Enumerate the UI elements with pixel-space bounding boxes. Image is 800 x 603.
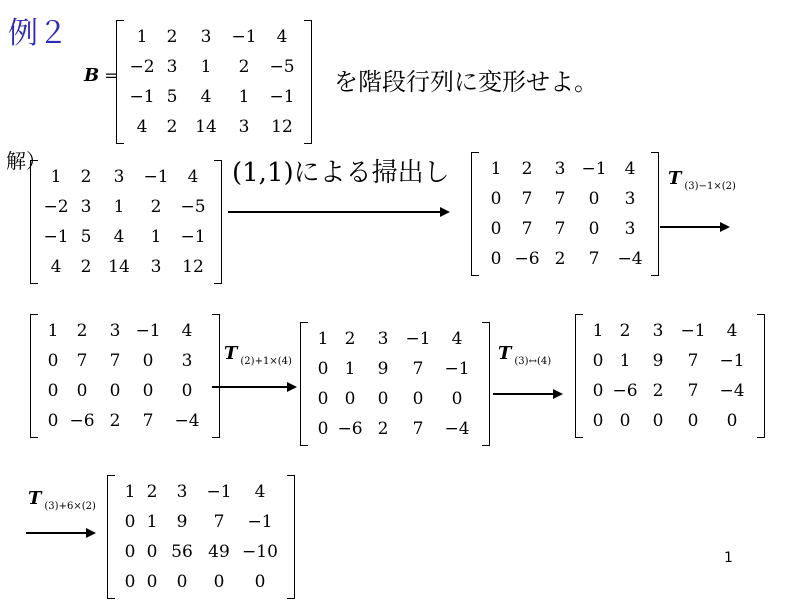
matrix-cell: 0 (317, 419, 329, 439)
matrix-step5 (107, 475, 295, 603)
matrix-cell: 4 (113, 227, 125, 247)
arrow-step1 (228, 205, 450, 219)
matrix-cell: 3 (200, 27, 212, 47)
matrix-cell: 7 (554, 189, 566, 209)
arrow-step3 (212, 380, 297, 394)
matrix-bracket-left (471, 152, 479, 276)
matrix-bracket-right (287, 475, 295, 599)
equals-sign: = (104, 66, 118, 85)
matrix-cell: −6 (612, 381, 638, 401)
matrix-cell: 0 (176, 572, 188, 592)
matrix-bracket-left (30, 160, 38, 284)
matrix-cell: 4 (451, 329, 463, 349)
matrix-cell: 0 (687, 411, 699, 431)
matrix-cell: −1 (247, 512, 273, 532)
matrix-cell: −5 (180, 197, 206, 217)
matrix-cell: −1 (680, 321, 706, 341)
matrix-cell: 49 (208, 542, 230, 562)
matrix-cell: 3 (109, 321, 121, 341)
matrix-cell: 1 (344, 359, 356, 379)
matrix-bracket-left (30, 314, 38, 438)
matrix-cell: 0 (490, 189, 502, 209)
matrix-cell: −4 (719, 381, 745, 401)
matrix-cell: 3 (181, 351, 193, 371)
matrix-cell: 0 (109, 381, 121, 401)
instruction-text: を階段行列に変形せよ。 (334, 68, 598, 96)
matrix-cell: 7 (521, 219, 533, 239)
matrix-cell: 0 (47, 381, 59, 401)
matrix-step1 (471, 152, 659, 280)
matrix-cell: 7 (588, 249, 600, 269)
matrix-cell: −1 (180, 227, 206, 247)
matrix-cell: 1 (124, 482, 136, 502)
matrix-cell: 12 (271, 117, 293, 137)
matrix-cell: 12 (182, 257, 204, 277)
matrix-cell: −1 (129, 87, 155, 107)
matrix-cell: 0 (592, 381, 604, 401)
matrix-cell: 1 (592, 321, 604, 341)
matrix-cell: −4 (174, 411, 200, 431)
matrix-cell: 7 (213, 512, 225, 532)
matrix-cell: 4 (50, 257, 62, 277)
matrix-cell: −5 (269, 57, 295, 77)
matrix-cell: −1 (135, 321, 161, 341)
matrix-cell: 2 (521, 159, 533, 179)
page-number: 1 (724, 550, 733, 566)
matrix-cell: 3 (624, 219, 636, 239)
matrix-cell: −1 (581, 159, 607, 179)
matrix-cell: 0 (726, 411, 738, 431)
matrix-cell: 2 (150, 197, 162, 217)
matrix-cell: 7 (521, 189, 533, 209)
matrix-b-label: B (84, 65, 100, 86)
matrix-bracket-left (116, 20, 124, 144)
matrix-cell: 2 (554, 249, 566, 269)
matrix-cell: 1 (146, 512, 158, 532)
matrix-cell: 2 (344, 329, 356, 349)
matrix-cell: −6 (514, 249, 540, 269)
matrix-cell: 4 (726, 321, 738, 341)
matrix-cell: 7 (687, 381, 699, 401)
matrix-cell: −2 (129, 57, 155, 77)
matrix-cell: 9 (377, 359, 389, 379)
matrix-bracket-right (304, 20, 312, 144)
matrix-bracket-right (214, 160, 222, 284)
matrix-cell: 0 (146, 542, 158, 562)
matrix-cell: 7 (142, 411, 154, 431)
matrix-cell: 5 (80, 227, 92, 247)
matrix-cell: 4 (200, 87, 212, 107)
matrix-cell: 0 (142, 351, 154, 371)
matrix-cell: 7 (554, 219, 566, 239)
matrix-cell: −4 (444, 419, 470, 439)
matrix-bracket-left (575, 314, 583, 438)
matrix-cell: −1 (143, 167, 169, 187)
matrix-cell: −1 (206, 482, 232, 502)
matrix-cell: 9 (176, 512, 188, 532)
op4-label: T $_{(3)+6\times(2)}$ (28, 488, 96, 512)
matrix-bracket-right (757, 314, 765, 438)
matrix-cell: 7 (412, 419, 424, 439)
matrix-cell: 2 (80, 167, 92, 187)
matrix-cell: 1 (136, 27, 148, 47)
op2-label: T $_{(2)+1\times(4)}$ (224, 343, 292, 367)
matrix-cell: 1 (47, 321, 59, 341)
matrix-cell: 4 (254, 482, 266, 502)
matrix-cell: 0 (317, 359, 329, 379)
matrix-cell: 7 (109, 351, 121, 371)
matrix-cell: 1 (150, 227, 162, 247)
matrix-cell: 7 (687, 351, 699, 371)
matrix-cell: 0 (451, 389, 463, 409)
matrix-cell: 7 (412, 359, 424, 379)
matrix-cell: 0 (76, 381, 88, 401)
matrix-cell: 0 (619, 411, 631, 431)
matrix-cell: 0 (652, 411, 664, 431)
matrix-cell: −1 (444, 359, 470, 379)
matrix-cell: 0 (124, 542, 136, 562)
matrix-cell: 0 (490, 219, 502, 239)
matrix-cell: 3 (150, 257, 162, 277)
matrix-cell: 2 (652, 381, 664, 401)
arrow-step5 (26, 526, 96, 540)
matrix-cell: 0 (142, 381, 154, 401)
matrix-step2 (30, 314, 220, 442)
matrix-cell: −10 (242, 542, 278, 562)
step1-label-text: による掃出し (293, 158, 450, 188)
matrix-cell: 3 (624, 189, 636, 209)
matrix-cell: 2 (377, 419, 389, 439)
matrix-cell: 0 (344, 389, 356, 409)
matrix-cell: 0 (588, 219, 600, 239)
matrix-cell: 3 (80, 197, 92, 217)
matrix-cell: −1 (43, 227, 69, 247)
matrix-cell: 1 (113, 197, 125, 217)
matrix-cell: 4 (187, 167, 199, 187)
matrix-cell: 3 (238, 117, 250, 137)
matrix-cell: 3 (113, 167, 125, 187)
matrix-cell: 0 (47, 411, 59, 431)
matrix-bracket-right (482, 322, 490, 446)
matrix-cell: 1 (317, 329, 329, 349)
matrix-cell: 3 (554, 159, 566, 179)
matrix-cell: 2 (76, 321, 88, 341)
matrix-cell: 2 (146, 482, 158, 502)
matrix-cell: 0 (592, 351, 604, 371)
matrix-cell: 0 (124, 512, 136, 532)
matrix-cell: 0 (317, 389, 329, 409)
matrix-cell: 2 (238, 57, 250, 77)
matrix-cell: 4 (181, 321, 193, 341)
matrix-cell: −1 (719, 351, 745, 371)
matrix-cell: 0 (377, 389, 389, 409)
matrix-cell: 1 (238, 87, 250, 107)
matrix-cell: 1 (200, 57, 212, 77)
matrix-cell: 0 (47, 351, 59, 371)
matrix-step4 (575, 314, 765, 442)
matrix-cell: 4 (276, 27, 288, 47)
op3-label: T $_{(3)\leftrightarrow(4)}$ (498, 343, 552, 367)
matrix-cell: 3 (377, 329, 389, 349)
matrix-cell: 0 (588, 189, 600, 209)
matrix-cell: 1 (490, 159, 502, 179)
matrix-cell: 4 (136, 117, 148, 137)
slide-title: 例２ (8, 16, 68, 51)
step1-label (232, 152, 450, 189)
matrix-step3 (300, 322, 490, 450)
matrix-cell: 2 (166, 27, 178, 47)
matrix-cell: −4 (617, 249, 643, 269)
matrix-bracket-right (212, 314, 220, 438)
matrix-cell: 1 (50, 167, 62, 187)
matrix-cell: −2 (43, 197, 69, 217)
matrix-cell: 0 (592, 411, 604, 431)
matrix-cell: 2 (109, 411, 121, 431)
matrix-bracket-right (651, 152, 659, 276)
matrix-b-equation (84, 65, 118, 86)
step1-label-math: (1,1) (232, 158, 294, 188)
matrix-cell: 14 (195, 117, 217, 137)
matrix-cell: 0 (181, 381, 193, 401)
matrix-cell: 7 (76, 351, 88, 371)
matrix-cell: 3 (176, 482, 188, 502)
matrix-cell: −6 (69, 411, 95, 431)
matrix-bracket-left (107, 475, 115, 599)
matrix-cell: −6 (337, 419, 363, 439)
arrow-step2 (660, 220, 730, 234)
matrix-cell: 2 (80, 257, 92, 277)
matrix-cell: 2 (166, 117, 178, 137)
arrow-step4 (493, 387, 563, 401)
matrix-cell: 0 (490, 249, 502, 269)
matrix-cell: 56 (171, 542, 193, 562)
matrix-cell: 3 (652, 321, 664, 341)
matrix-step0 (30, 160, 222, 288)
matrix-cell: 0 (124, 572, 136, 592)
matrix-cell: 5 (166, 87, 178, 107)
matrix-cell: 4 (624, 159, 636, 179)
matrix-cell: 1 (619, 351, 631, 371)
matrix-bracket-left (300, 322, 308, 446)
matrix-cell: 14 (108, 257, 130, 277)
matrix-b (116, 20, 312, 148)
matrix-cell: 0 (146, 572, 158, 592)
matrix-cell: 9 (652, 351, 664, 371)
op1-label: T $_{(3)-1\times(2)}$ (668, 168, 736, 192)
matrix-cell: −1 (269, 87, 295, 107)
matrix-cell: 0 (412, 389, 424, 409)
matrix-cell: 2 (619, 321, 631, 341)
solution-label: 解） (6, 149, 46, 173)
matrix-cell: 0 (254, 572, 266, 592)
matrix-cell: −1 (231, 27, 257, 47)
matrix-cell: −1 (405, 329, 431, 349)
matrix-cell: 3 (166, 57, 178, 77)
matrix-cell: 0 (213, 572, 225, 592)
